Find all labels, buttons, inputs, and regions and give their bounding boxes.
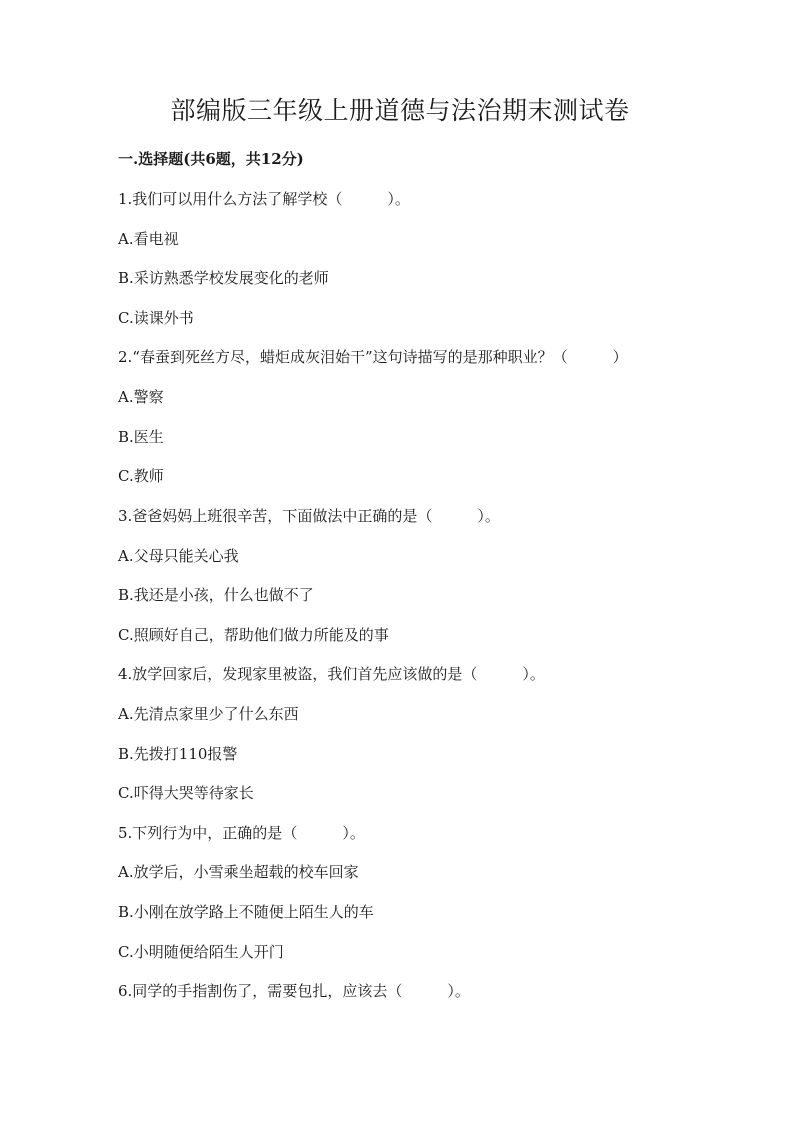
- question-4-option-a: A.先清点家里少了什么东西: [118, 705, 299, 723]
- page-title: 部编版三年级上册道德与法治期末测试卷: [170, 96, 630, 125]
- question-4-option-b: B.先拨打110报警: [118, 745, 238, 763]
- question-5-option-c: C.小明随便给陌生人开门: [118, 943, 284, 961]
- question-3-stem: 3.爸爸妈妈上班很辛苦，下面做法中正确的是（ ）。: [118, 507, 500, 525]
- question-5-option-a: A.放学后，小雪乘坐超载的校车回家: [118, 863, 359, 881]
- question-5-option-b: B.小刚在放学路上不随便上陌生人的车: [118, 903, 374, 921]
- question-2-stem: 2.“春蚕到死丝方尽，蜡炬成灰泪始干”这句诗描写的是那种职业？（ ）: [118, 348, 628, 366]
- question-1-option-b: B.采访熟悉学校发展变化的老师: [118, 269, 329, 287]
- question-2-option-c: C.教师: [118, 467, 164, 485]
- question-2-option-b: B.医生: [118, 428, 164, 446]
- question-4-stem: 4.放学回家后，发现家里被盗，我们首先应该做的是（ ）。: [118, 665, 545, 683]
- question-1-option-a: A.看电视: [118, 230, 179, 248]
- question-1-option-c: C.读课外书: [118, 309, 194, 327]
- question-4-option-c: C.吓得大哭等待家长: [118, 784, 254, 802]
- section-heading: 一.选择题(共6题，共12分): [118, 150, 304, 168]
- question-3-option-b: B.我还是小孩，什么也做不了: [118, 586, 314, 604]
- question-2-option-a: A.警察: [118, 388, 164, 406]
- question-3-option-c: C.照顾好自己，帮助他们做力所能及的事: [118, 626, 389, 644]
- question-5-stem: 5.下列行为中，正确的是（ ）。: [118, 824, 365, 842]
- question-6-stem: 6.同学的手指割伤了，需要包扎，应该去（ ）。: [118, 982, 470, 1000]
- question-1-stem: 1.我们可以用什么方法了解学校（ ）。: [118, 190, 410, 208]
- question-3-option-a: A.父母只能关心我: [118, 547, 239, 565]
